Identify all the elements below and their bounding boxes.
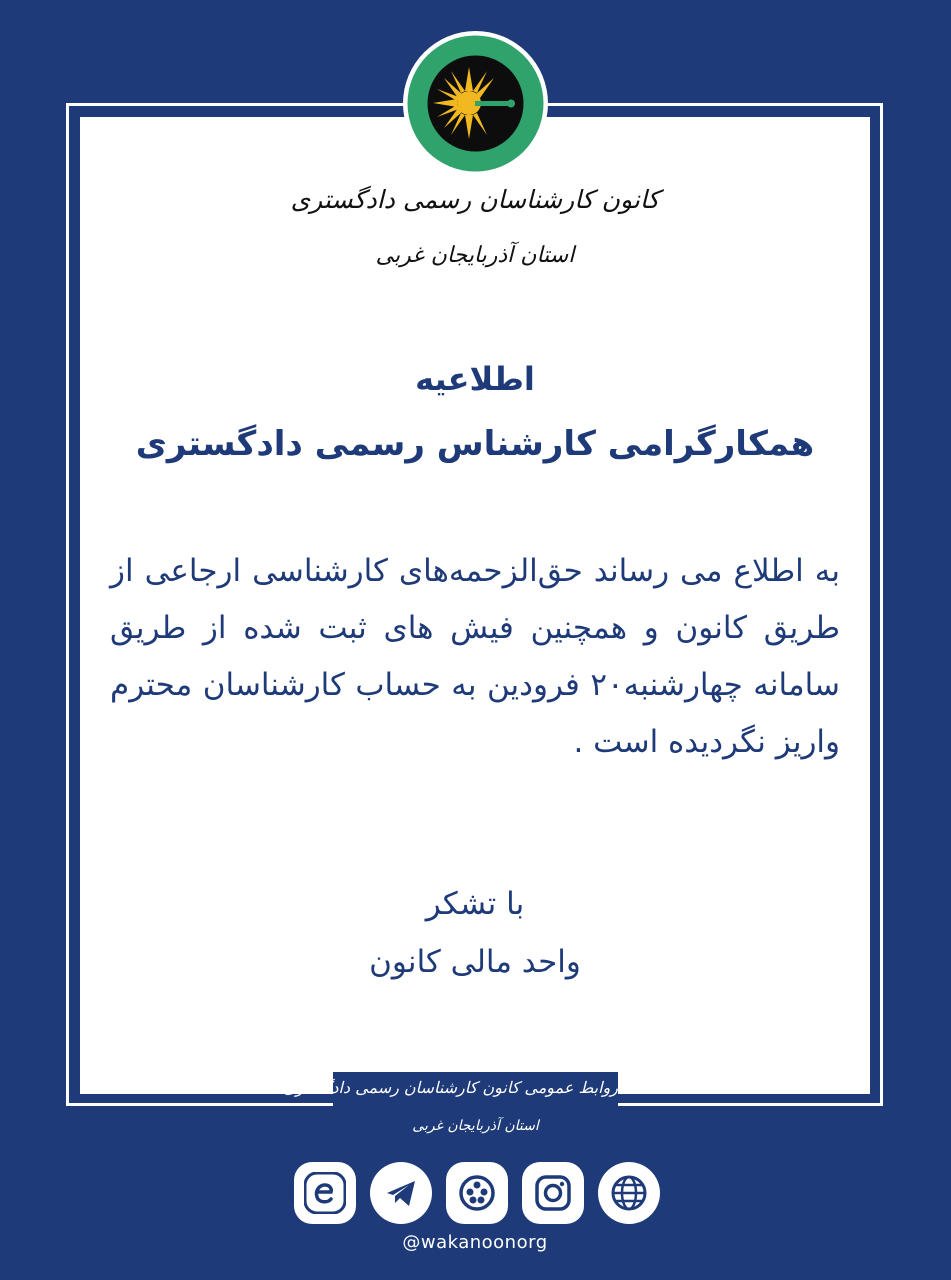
footer-org-line2: استان آذربایجان غربی (412, 1118, 539, 1134)
org-name-line1: کانون کارشناسان رسمی دادگستری (290, 185, 660, 214)
footer-org-line1: روابط عمومی کانون کارشناسان رسمی دادگستری (283, 1078, 618, 1097)
instagram-icon[interactable] (522, 1162, 584, 1224)
social-handle[interactable]: @wakanoonorg (402, 1232, 548, 1253)
notice-title: اطلاعیه (415, 360, 535, 398)
org-logo (403, 31, 548, 176)
eitaa-icon[interactable] (294, 1162, 356, 1224)
globe-icon[interactable] (598, 1162, 660, 1224)
telegram-icon[interactable] (370, 1162, 432, 1224)
org-name-line2: استان آذربایجان غربی (375, 243, 575, 268)
sunburst-logo-icon (403, 31, 548, 176)
closing-text: با تشکر (425, 886, 525, 922)
notice-subtitle: همکارگرامی کارشناس رسمی دادگستری (135, 424, 815, 464)
notice-body: به اطلاع می رساند حق‌الزحمه‌های کارشناسی ارجاعی از طریق کانون و همچنین فیش های ثبت شده از طریق سامانه چهارشنبه۲۰ فرودین به حساب کارشناسان محترم واریز نگردیده است . (110, 553, 840, 760)
social-links (294, 1162, 664, 1226)
rubika-icon[interactable] (446, 1162, 508, 1224)
signature-unit: واحد مالی کانون (369, 944, 581, 980)
